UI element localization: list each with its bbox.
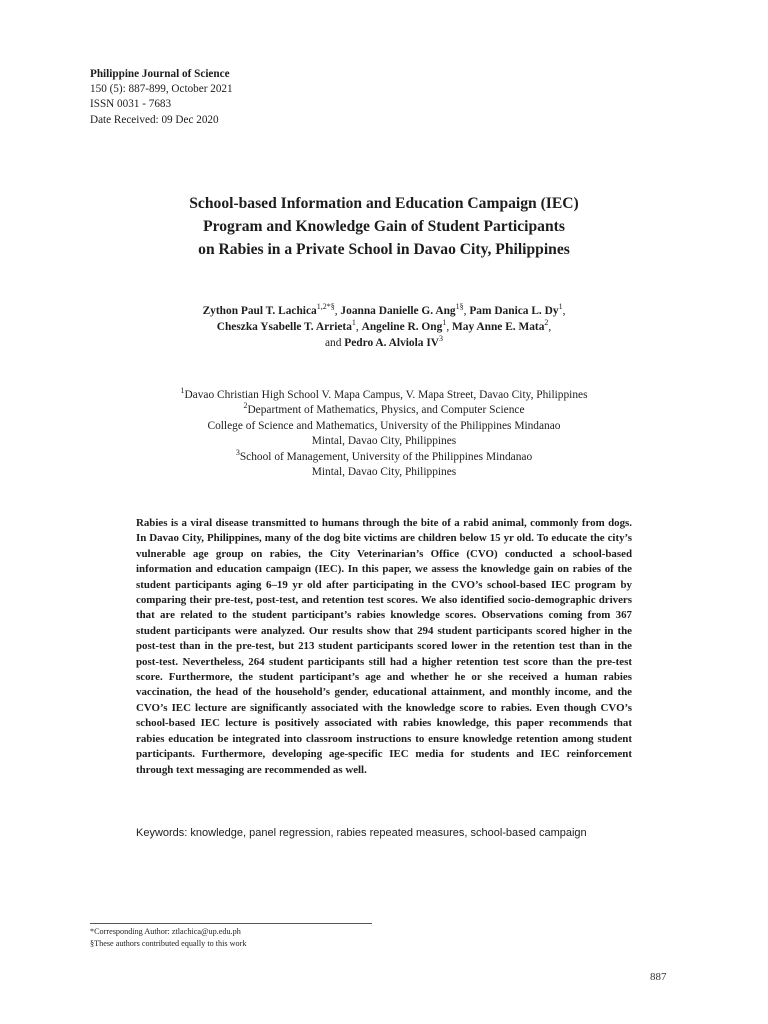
author-list [60,303,708,351]
authors-line-2 [60,319,708,335]
affiliation-marker: 3 [235,447,240,457]
author-affiliation-marker: 3 [439,334,443,344]
author-name: Pam Danica L. Dy [469,305,559,317]
journal-header [90,67,233,128]
author-separator: , [355,321,362,333]
affiliation-3-line-2: Mintal, Davao City, Philippines [311,466,457,479]
affiliation-text: Davao Christian High School V. Mapa Campus, V. Mapa Street, Davao City, Philippines [184,389,588,401]
author-affiliation-marker: 2 [544,318,549,328]
affiliation-2 [60,403,708,418]
author-separator: , [463,305,470,317]
equal-contribution-note: §These authors contributed equally to this work [90,939,247,948]
journal-volume: 150 (5): 887-899, October 2021 [90,83,233,96]
corresponding-author-note: *Corresponding Author: ztlachica@up.edu.ph [90,927,241,936]
authors-line-1 [60,303,708,319]
affiliation-2-line-3: Mintal, Davao City, Philippines [311,435,457,448]
affiliation-1 [60,388,708,403]
author-name: Cheszka Ysabelle T. Arrieta [216,321,352,333]
affiliation-marker: 2 [243,401,248,411]
author-name: Zython Paul T. Lachica [202,305,317,317]
journal-name: Philippine Journal of Science [90,68,230,80]
affiliation-marker: 1 [180,386,185,396]
author-separator: , [562,305,566,317]
journal-issn: ISSN 0031 - 7683 [90,98,172,111]
affiliation-2-line-2: College of Science and Mathematics, University of the Philippines Mindanao [207,419,561,432]
author-affiliation-marker: 1,2*§ [316,302,335,312]
author-separator: , [548,321,552,333]
affiliations [60,388,708,480]
author-name: Pedro A. Alviola IV [344,337,439,349]
author-name: May Anne E. Mata [452,321,545,333]
affiliation-text: Department of Mathematics, Physics, and Computer Science [247,404,525,417]
author-affiliation-marker: 1 [558,302,563,312]
paper-title [60,192,708,261]
title-line-3: on Rabies in a Private School in Davao City, Philippines [198,241,570,258]
page-number: 887 [650,971,667,983]
keywords: Keywords: knowledge, panel regression, rabies repeated measures, school-based campaign [136,827,587,839]
footnote-divider [90,923,372,924]
author-name: Joanna Danielle G. Ang [340,305,456,317]
title-line-1: School-based Information and Education Campaign (IEC) [189,195,579,212]
date-received: Date Received: 09 Dec 2020 [90,113,219,126]
authors-and: and [324,337,345,349]
author-affiliation-marker: 1 [351,318,356,328]
author-affiliation-marker: 1§ [455,302,464,312]
author-separator: , [446,321,453,333]
author-separator: , [334,305,341,317]
authors-line-3 [60,335,708,351]
title-line-2: Program and Knowledge Gain of Student Participants [203,218,565,235]
abstract: Rabies is a viral disease transmitted to humans through the bite of a rabid animal, commonly from dogs. In Davao City, Philippines, many of the dog bite victims are children below 15 yr old. To educate the city’s vulnerable age group on rabies, the City Veterinarian’s Office (CVO) conducted a school-based information and education campaign (IEC). In this paper, we assess the knowledge gain on rabies of the student participants aging 6–19 yr old after participating in the CVO’s school-based IEC program by comparing their pre-test, post-test, and retention test scores. We also identified socio-demographic drivers that are related to the student participant’s rabies knowledge scores. Observations coming from 367 student participants were analyzed. Our results show that 294 student participants scored higher in the post-test than in the pre-test, but 213 student participants scored lower in the retention test than in the post-test. Nevertheless, 264 student participants still had a higher retention test score than the pre-test score. Furthermore, the student participant’s age and whether he or she received a human rabies vaccination, the head of the household’s gender, educational attainment, and monthly income, and the CVO’s IEC lecture are significantly associated with the knowledge score to rabies. Even though CVO’s school-based IEC lecture is positively associated with rabies knowledge, this paper recommends that rabies education be integrated into classroom instructions to ensure knowledge retention among student participants. Furthermore, developing age-specific IEC media for students and IEC reinforcement through text messaging are recommended as well. [136,517,632,776]
footnotes [90,926,246,950]
author-name: Angeline R. Ong [361,321,443,333]
affiliation-3 [60,447,708,465]
affiliation-text: School of Management, University of the Philippines Mindanao [239,450,533,463]
author-affiliation-marker: 1 [442,318,447,328]
